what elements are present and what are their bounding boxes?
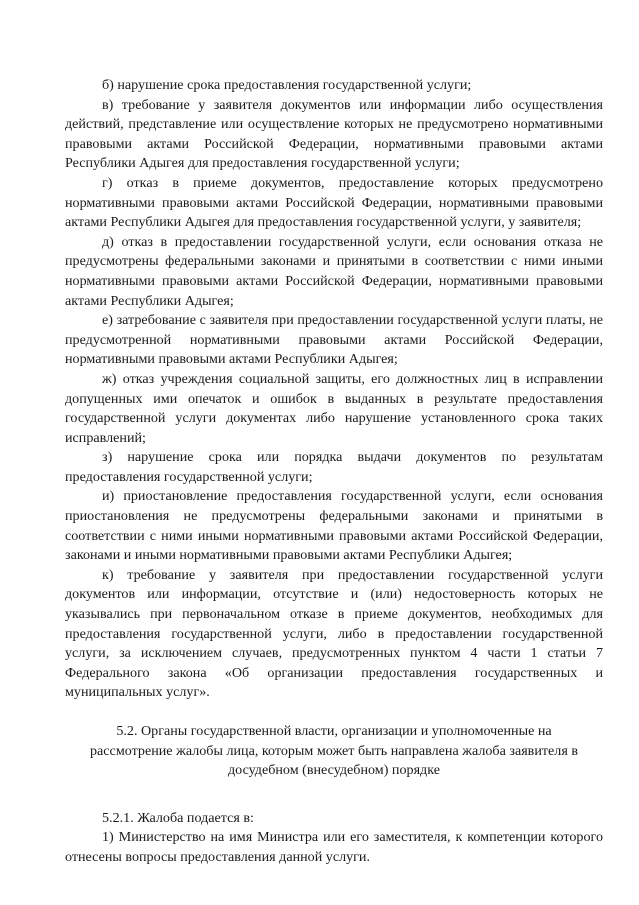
section-heading	[65, 722, 603, 781]
paragraph-i: и) приостановление предоставления государственной услуги, если основания приостановления не предусмотрены федеральными законами и принятыми в соответствии с ними иными нормативными правовыми актами Российской Федерации, законами и иными нормативными правовыми актами Республики Адыгея;	[65, 488, 603, 564]
paragraph-g: г) отказ в приеме документов, предоставление которых предусмотрено нормативными правовыми актами Российской Федерации, нормативными правовыми актами Республики Адыгея для предоставления государственной услуги, у заявителя;	[65, 174, 603, 231]
paragraph-5-2-1: 5.2.1. Жалоба подается в:	[102, 809, 254, 826]
paragraph-e: е) затребование с заявителя при предоставлении государственной услуги платы, не предусмотренной нормативными правовыми актами Российской Федерации, нормативными правовыми актами Республики Адыгея;	[65, 312, 603, 368]
section-heading-line: рассмотрение жалобы лица, которым может быть направлена жалоба заявителя в	[90, 742, 578, 759]
document-body	[65, 76, 603, 868]
paragraph-zh: ж) отказ учреждения социальной защиты, его должностных лиц в исправлении допущенных ими опечаток и ошибок в выданных в результате предоставления государственной услуги документах либо нарушение установленного срока таких исправлений;	[65, 370, 603, 446]
paragraph-d: д) отказ в предоставлении государственной услуги, если основания отказа не предусмотрены федеральными законами и принятыми в соответствии с ними иными нормативными правовыми актами Российской Федерации, нормативными правовыми актами Республики Адыгея;	[65, 233, 603, 309]
paragraph-item-1: 1) Министерство на имя Министра или его заместителя, к компетенции которого отнесены вопросы предоставления данной услуги.	[65, 829, 603, 865]
paragraph-b: б) нарушение срока предоставления государственной услуги;	[102, 77, 472, 93]
paragraph-v: в) требование у заявителя документов или информации либо осуществления действий, представление или осуществление которых не предусмотрено нормативными правовыми актами Российской Федерации, нормативными правовыми актами Республики Адыгея для предоставления государственной услуги;	[65, 96, 603, 172]
section-heading-line: 5.2. Органы государственной власти, организации и уполномоченные на	[116, 723, 552, 739]
paragraph-k: к) требование у заявителя при предоставлении государственной услуги документов или информации, отсутствие и (или) недостоверность которых не указывались при первоначальном отказе в приеме документов, необходимых для предоставления государственной услуги, либо в предоставлении государственной услуги, за исключением случаев, предусмотренных пунктом 4 части 1 статьи 7 Федерального закона «Об организации предоставления государственных и муниципальных услуг».	[65, 566, 603, 701]
section-heading-line: досудебном (внесудебном) порядке	[228, 762, 440, 779]
paragraph-z: з) нарушение срока или порядка выдачи документов по результатам предоставления государственной услуги;	[65, 449, 603, 485]
